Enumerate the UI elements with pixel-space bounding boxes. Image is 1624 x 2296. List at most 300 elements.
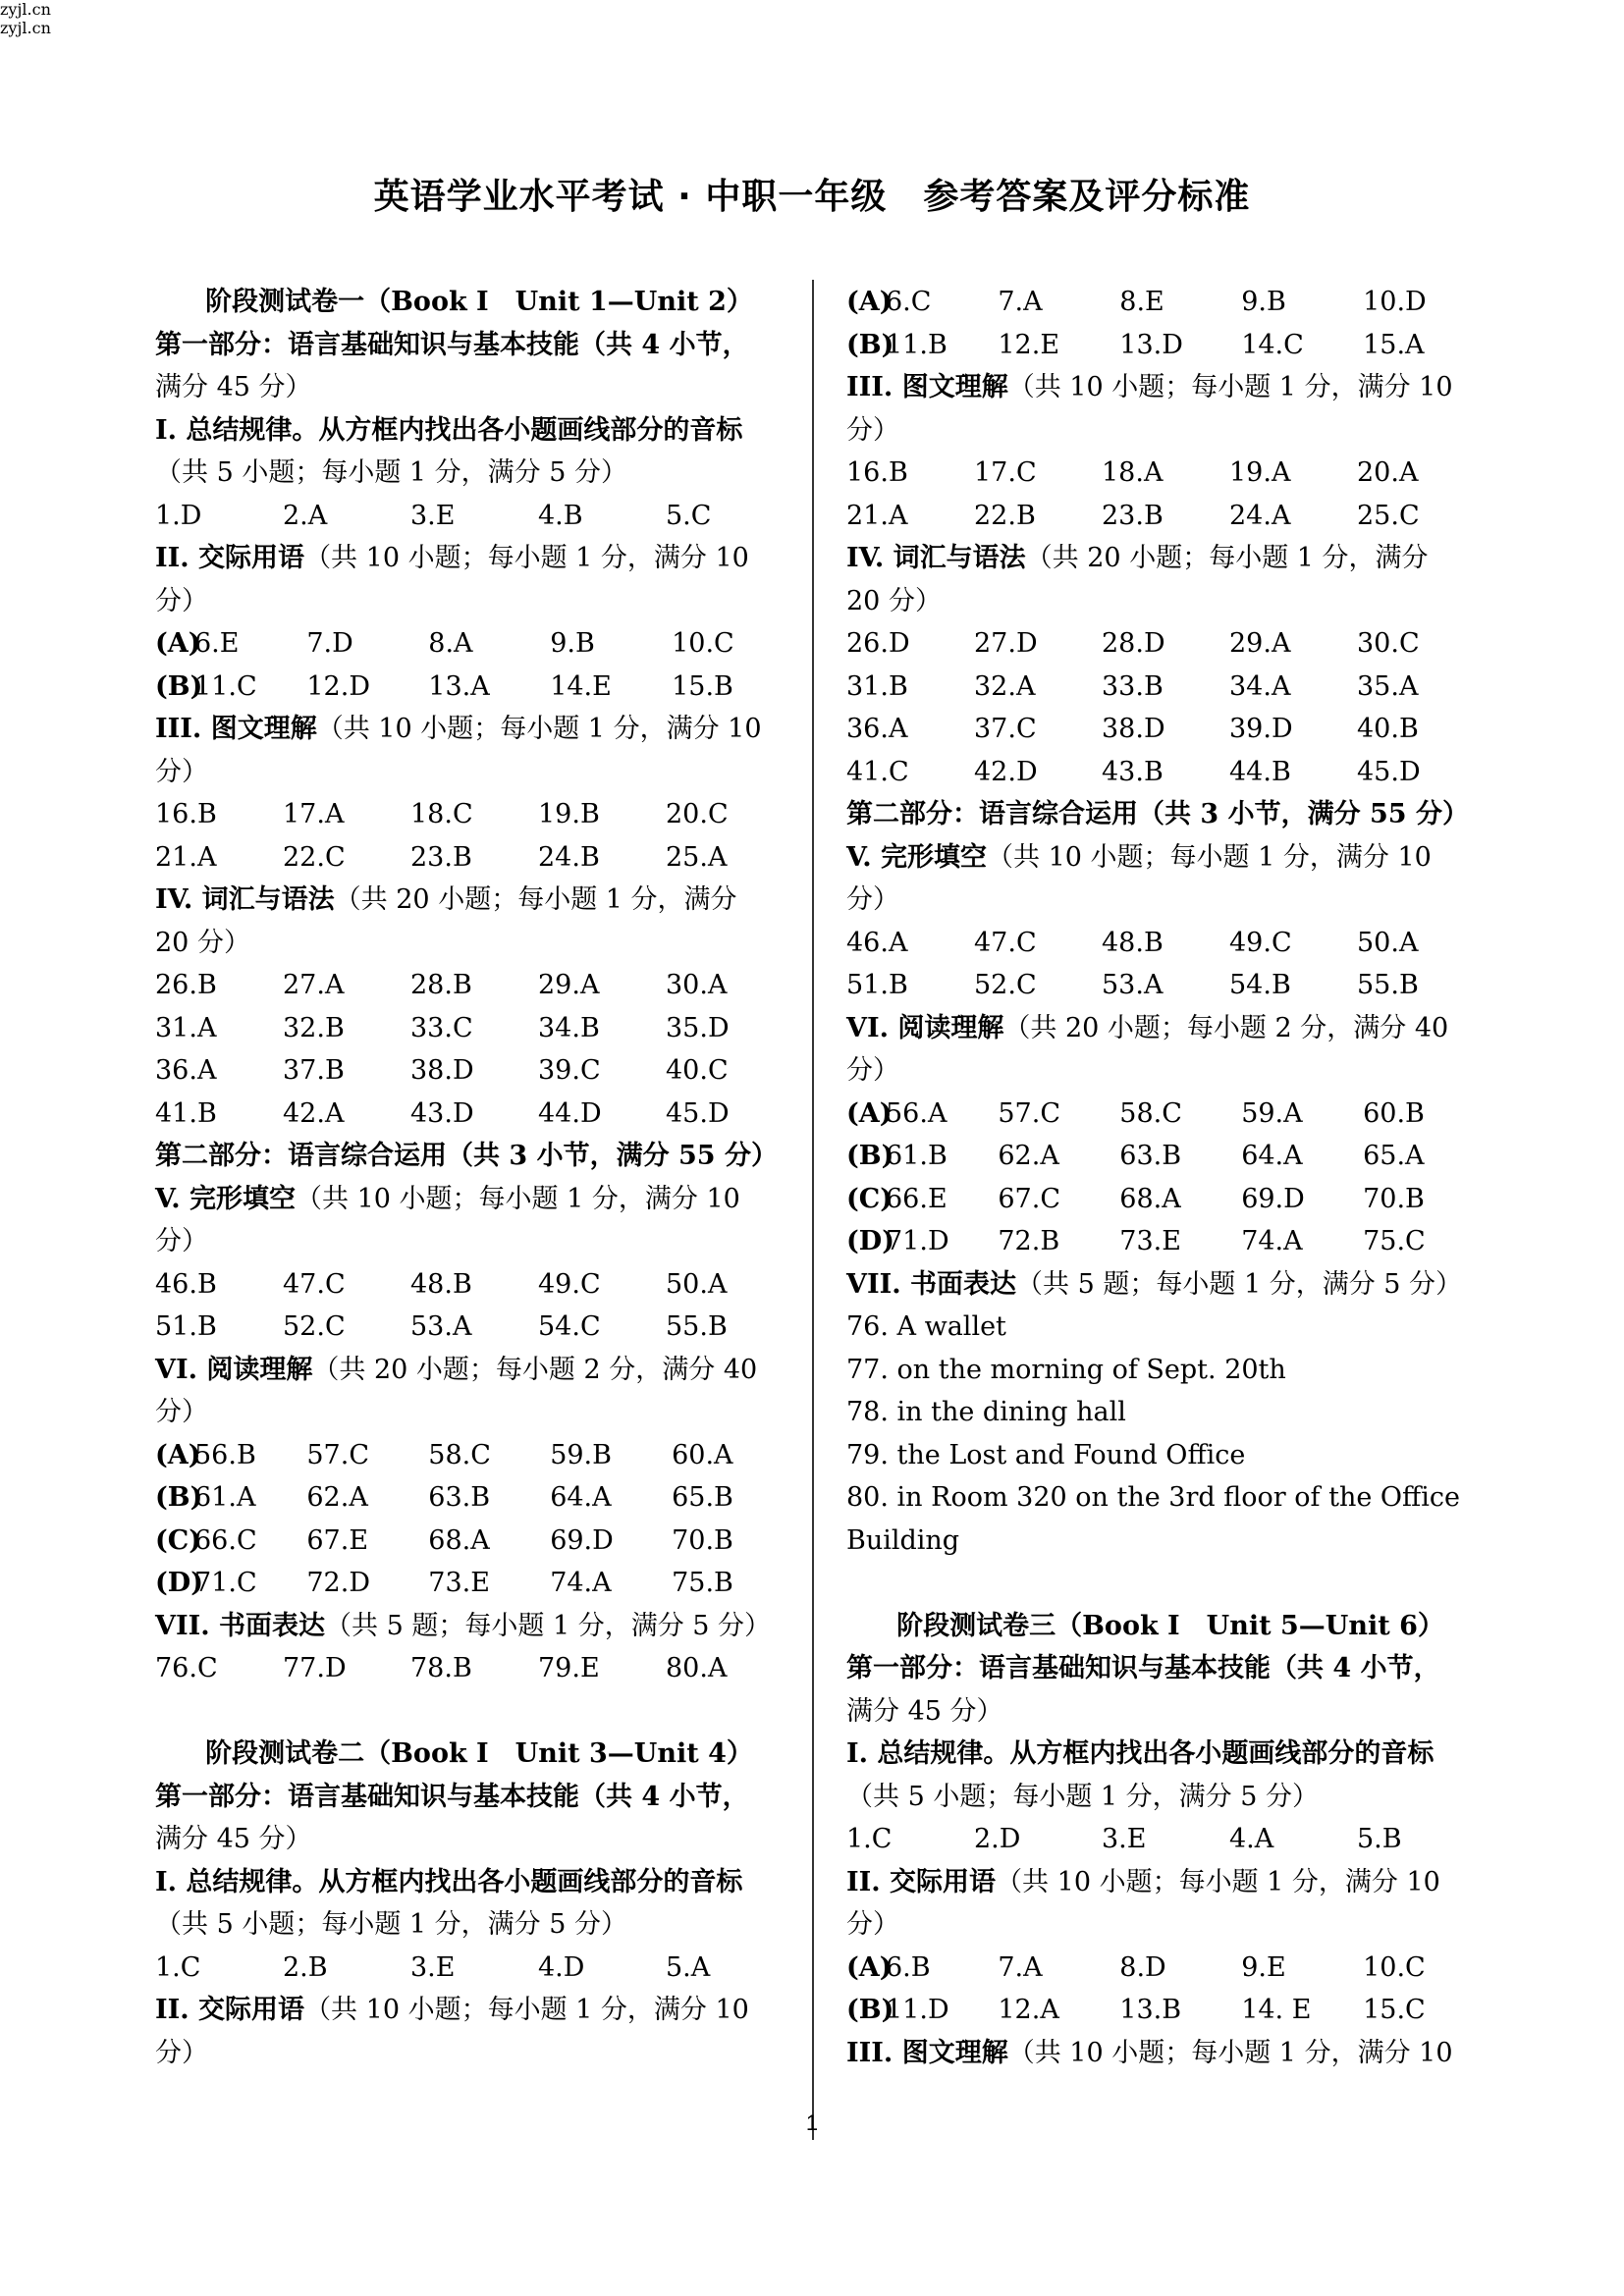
- answer-item: 51.B: [846, 970, 908, 1000]
- answer-item: 29.A: [1229, 628, 1291, 659]
- answer-item: 25.A: [666, 841, 728, 873]
- answer-item: 46.A: [846, 927, 908, 958]
- answer-item: 19.A: [1229, 457, 1291, 488]
- answer-item: 74.A: [1241, 1226, 1303, 1256]
- answer-item: 60.A: [672, 1439, 733, 1470]
- answer-item: 18.C: [410, 799, 473, 829]
- answer-item: 5.C: [666, 500, 712, 531]
- section-label: II. 交际用语: [155, 543, 305, 573]
- answer-item: 72.B: [998, 1226, 1060, 1256]
- section-label: III. 图文理解: [846, 372, 1008, 402]
- answer-item: 76.C: [155, 1653, 218, 1683]
- answer-item: 60.B: [1363, 1097, 1425, 1129]
- text-line: （共 5 小题；每小题 1 分，满分 5 分）: [155, 457, 628, 488]
- section-note: （共 10 小题；每小题 1 分，满分 10: [304, 1995, 749, 2025]
- answer-item: 52.C: [974, 970, 1037, 1000]
- answer-item: 2.A: [283, 500, 328, 531]
- answer-item: 15.A: [1363, 329, 1425, 360]
- text-line: 分）: [155, 756, 208, 787]
- answer-item: 75.C: [1363, 1226, 1426, 1256]
- answer-item: 1.C: [846, 1824, 893, 1854]
- answer-item: 68.A: [428, 1524, 490, 1556]
- answer-item: 57.C: [998, 1097, 1060, 1129]
- section-note: （共 10 小题；每小题 1 分，满分 10: [1007, 2037, 1453, 2068]
- answer-item: 71.C: [194, 1568, 257, 1598]
- answer-item: 26.B: [155, 970, 217, 1000]
- answer-item: 13.B: [1119, 1995, 1182, 2025]
- answer-item: 43.B: [1102, 756, 1164, 787]
- text-line: 分）: [155, 585, 208, 616]
- answer-item: 3.E: [410, 500, 456, 531]
- answer-item: 42.A: [283, 1097, 345, 1129]
- group-label: (B): [846, 329, 894, 360]
- section-label: VII. 书面表达: [846, 1268, 1017, 1300]
- group-label: (A): [846, 1951, 893, 1983]
- answer-item: 10.C: [1363, 1951, 1426, 1983]
- answer-item: 8.E: [1119, 287, 1164, 317]
- answer-item: 63.B: [1119, 1141, 1182, 1171]
- group-label: (D): [846, 1226, 894, 1256]
- section-note: （共 10 小题；每小题 1 分，满分 10: [987, 841, 1432, 873]
- answer-row: [155, 1947, 793, 1990]
- part-heading: 第二部分：语言综合运用（共 3 小节，满分 55 分）: [155, 1141, 778, 1171]
- section-heading: [846, 1263, 1485, 1307]
- answer-row: [846, 1178, 1485, 1221]
- section-label: III. 图文理解: [155, 714, 317, 744]
- answer-item: 36.A: [155, 1055, 217, 1086]
- answer-item: 5.B: [1357, 1824, 1402, 1854]
- section-heading: [846, 366, 1485, 409]
- answer-item: 14.E: [550, 670, 612, 702]
- section-note: （共 5 题；每小题 1 分，满分 5 分）: [1016, 1268, 1463, 1300]
- answer-item: 40.C: [666, 1055, 729, 1086]
- answer-item: 10.D: [1363, 287, 1427, 317]
- answer-item: 28.B: [410, 970, 472, 1000]
- section-note: （共 20 小题；每小题 2 分，满分 40: [312, 1354, 758, 1385]
- answer-item: 64.A: [550, 1482, 612, 1513]
- group-label: (B): [155, 1482, 203, 1513]
- answer-item: 8.D: [1119, 1951, 1166, 1983]
- answer-item: 31.B: [846, 670, 908, 702]
- answer-item: 15.B: [672, 670, 733, 702]
- answer-item: 25.C: [1357, 500, 1420, 531]
- answer-item: 34.A: [1229, 670, 1291, 702]
- text-line: 满分 45 分）: [846, 1695, 1003, 1727]
- answer-row: [155, 1049, 793, 1093]
- answer-row: [846, 751, 1485, 794]
- section-note: （共 10 小题；每小题 1 分，满分 10: [996, 1866, 1440, 1897]
- answer-item: 39.C: [538, 1055, 601, 1086]
- part-heading: 第一部分：语言基础知识与基本技能（共 4 小节，: [155, 329, 749, 360]
- answer-item: 6.C: [886, 287, 932, 317]
- answer-item: 7.D: [306, 628, 353, 659]
- answer-item: 3.E: [1102, 1824, 1147, 1854]
- answer-item: 12.E: [998, 329, 1060, 360]
- answer-row: [846, 495, 1485, 538]
- group-label: (B): [846, 1995, 894, 2025]
- answer-row: [846, 1135, 1485, 1178]
- answer-item: 47.C: [974, 927, 1037, 958]
- answer-item: 62.A: [998, 1141, 1059, 1171]
- answer-item: 11.B: [886, 329, 947, 360]
- section-label: V. 完形填空: [846, 841, 988, 873]
- answer-item: 17.C: [974, 457, 1037, 488]
- answer-item: 4.A: [1229, 1824, 1274, 1854]
- answer-item: 9.B: [1241, 287, 1286, 317]
- answer-item: 13.D: [1119, 329, 1183, 360]
- text-line: 分）: [846, 1055, 899, 1086]
- text-line: 77. on the morning of Sept. 20th: [846, 1354, 1286, 1385]
- answer-item: 11.C: [194, 670, 257, 702]
- answer-item: 19.B: [538, 799, 600, 829]
- section-label: II. 交际用语: [846, 1866, 997, 1897]
- answer-item: 73.E: [428, 1568, 490, 1598]
- group-label: (C): [846, 1183, 893, 1214]
- answer-item: 12.D: [306, 670, 370, 702]
- answer-item: 45.D: [1357, 756, 1421, 787]
- answer-item: 3.E: [410, 1951, 456, 1983]
- answer-item: 58.C: [1119, 1097, 1182, 1129]
- answer-item: 32.B: [283, 1012, 345, 1043]
- spacer: [155, 1690, 793, 1734]
- answer-item: 27.A: [283, 970, 345, 1000]
- answer-item: 52.C: [283, 1311, 346, 1342]
- answer-item: 49.C: [1229, 927, 1292, 958]
- section-label: III. 图文理解: [846, 2037, 1008, 2068]
- answer-item: 18.A: [1102, 457, 1164, 488]
- answer-item: 2.B: [283, 1951, 328, 1983]
- section-heading: [155, 879, 793, 922]
- answer-item: 2.D: [974, 1824, 1021, 1854]
- section-label: I. 总结规律。从方框内找出各小题画线部分的音标: [846, 1738, 1435, 1769]
- answer-item: 9.E: [1241, 1951, 1286, 1983]
- answer-item: 8.A: [428, 628, 473, 659]
- answer-item: 63.B: [428, 1482, 491, 1513]
- answer-item: 43.D: [410, 1097, 474, 1129]
- answer-item: 77.D: [283, 1653, 347, 1683]
- answer-item: 35.D: [666, 1012, 730, 1043]
- answer-item: 14. E: [1241, 1995, 1312, 2025]
- answer-item: 24.A: [1229, 500, 1291, 531]
- answer-row: [155, 1476, 793, 1520]
- answer-row: [155, 1434, 793, 1477]
- answer-item: 7.A: [998, 1951, 1043, 1983]
- section-note: （共 10 小题；每小题 1 分，满分 10: [316, 714, 762, 744]
- section-label: V. 完形填空: [155, 1183, 297, 1214]
- answer-item: 65.B: [672, 1482, 733, 1513]
- section-heading: [846, 1733, 1485, 1776]
- text-line: 分）: [846, 1909, 899, 1940]
- section-note: （共 20 小题；每小题 1 分，满分: [334, 884, 737, 915]
- answer-item: 61.B: [886, 1141, 947, 1171]
- group-label: (C): [155, 1524, 202, 1556]
- answer-item: 78.B: [410, 1653, 472, 1683]
- left-column: [155, 281, 793, 2074]
- answer-item: 72.D: [306, 1568, 370, 1598]
- answer-item: 37.C: [974, 714, 1037, 744]
- answer-item: 4.D: [538, 1951, 585, 1983]
- answer-item: 40.B: [1357, 714, 1419, 744]
- group-label: (A): [846, 1097, 893, 1129]
- answer-item: 56.B: [194, 1439, 256, 1470]
- section-label: VI. 阅读理解: [155, 1354, 313, 1385]
- answer-item: 1.C: [155, 1951, 201, 1983]
- answer-item: 80.A: [666, 1653, 728, 1683]
- section-label: VII. 书面表达: [155, 1610, 326, 1641]
- answer-item: 31.A: [155, 1012, 217, 1043]
- answer-row: [846, 452, 1485, 495]
- answer-item: 67.E: [306, 1524, 369, 1556]
- text-line: 分）: [846, 884, 899, 915]
- answer-item: 71.D: [886, 1226, 949, 1256]
- group-label: (A): [846, 287, 893, 317]
- answer-row: [846, 964, 1485, 1007]
- answer-row: [155, 1520, 793, 1563]
- answer-item: 9.B: [550, 628, 595, 659]
- test-title: 阶段测试卷二（Book I Unit 3—Unit 4）: [205, 1738, 753, 1769]
- answer-item: 66.E: [886, 1183, 947, 1214]
- answer-item: 66.C: [194, 1524, 257, 1556]
- answer-item: 70.B: [1363, 1183, 1425, 1214]
- answer-row: [846, 1093, 1485, 1136]
- answer-item: 42.D: [974, 756, 1038, 787]
- answer-row: [846, 666, 1485, 709]
- answer-item: 17.A: [283, 799, 345, 829]
- section-heading: [155, 1989, 793, 2032]
- text-line: 20 分）: [846, 585, 942, 616]
- part-heading: 第一部分：语言基础知识与基本技能（共 4 小节，: [846, 1653, 1440, 1683]
- answer-item: 51.B: [155, 1311, 217, 1342]
- answer-item: 10.C: [672, 628, 734, 659]
- answer-item: 79.E: [538, 1653, 600, 1683]
- text-line: 20 分）: [155, 927, 250, 958]
- section-heading: [155, 1861, 793, 1904]
- part-heading: 第一部分：语言基础知识与基本技能（共 4 小节，: [155, 1781, 749, 1812]
- answer-item: 70.B: [672, 1524, 733, 1556]
- answer-row: [846, 622, 1485, 666]
- answer-item: 47.C: [283, 1268, 346, 1300]
- section-heading: [846, 537, 1485, 580]
- group-label: (B): [155, 670, 203, 702]
- answer-item: 13.A: [428, 670, 490, 702]
- answer-item: 24.B: [538, 841, 600, 873]
- answer-item: 74.A: [550, 1568, 612, 1598]
- answer-item: 23.B: [1102, 500, 1164, 531]
- section-heading: [155, 1178, 793, 1221]
- answer-item: 53.A: [410, 1311, 472, 1342]
- answer-item: 61.A: [194, 1482, 256, 1513]
- answer-item: 29.A: [538, 970, 600, 1000]
- answer-item: 73.E: [1119, 1226, 1181, 1256]
- answer-item: 50.A: [1357, 927, 1419, 958]
- answer-item: 28.D: [1102, 628, 1165, 659]
- section-heading: [846, 1007, 1485, 1050]
- answer-item: 67.C: [998, 1183, 1060, 1214]
- text-line: 76. A wallet: [846, 1311, 1006, 1342]
- answer-item: 39.D: [1229, 714, 1293, 744]
- answer-item: 62.A: [306, 1482, 368, 1513]
- answer-item: 44.B: [1229, 756, 1291, 787]
- text-line: （共 5 小题；每小题 1 分，满分 5 分）: [846, 1781, 1320, 1812]
- answer-item: 38.D: [1102, 714, 1165, 744]
- page-title: 英语学业水平考试 · 中职一年级 参考答案及评分标准: [373, 177, 1251, 217]
- answer-item: 32.A: [974, 670, 1036, 702]
- answer-item: 12.A: [998, 1995, 1059, 2025]
- answer-item: 4.B: [538, 500, 583, 531]
- answer-item: 6.E: [194, 628, 240, 659]
- answer-item: 49.C: [538, 1268, 601, 1300]
- answer-row: [155, 964, 793, 1007]
- section-heading: [846, 836, 1485, 880]
- answer-item: 46.B: [155, 1268, 217, 1300]
- answer-item: 36.A: [846, 714, 908, 744]
- answer-row: [155, 1306, 793, 1349]
- answer-item: 69.D: [1241, 1183, 1305, 1214]
- section-heading: [846, 1861, 1485, 1904]
- section-note: （共 10 小题；每小题 1 分，满分 10: [304, 543, 749, 573]
- answer-row: [846, 324, 1485, 367]
- watermark: zyjl.cn: [0, 0, 51, 19]
- answer-item: 33.B: [1102, 670, 1164, 702]
- answer-item: 37.B: [283, 1055, 345, 1086]
- answer-item: 21.A: [846, 500, 908, 531]
- answer-item: 6.B: [886, 1951, 931, 1983]
- section-label: IV. 词汇与语法: [846, 543, 1026, 573]
- text-line: 分）: [155, 2037, 208, 2068]
- answer-item: 27.D: [974, 628, 1038, 659]
- section-note: （共 20 小题；每小题 1 分，满分: [1025, 543, 1429, 573]
- answer-item: 44.D: [538, 1097, 602, 1129]
- section-note: （共 20 小题；每小题 2 分，满分 40: [1003, 1012, 1449, 1043]
- answer-item: 48.B: [1102, 927, 1164, 958]
- section-label: II. 交际用语: [155, 1995, 305, 2025]
- answer-item: 45.D: [666, 1097, 730, 1129]
- answer-row: [846, 1220, 1485, 1263]
- section-heading: [155, 1605, 793, 1648]
- test-title: 阶段测试卷一（Book I Unit 1—Unit 2）: [205, 287, 753, 317]
- answer-row: [155, 622, 793, 666]
- watermark: zyjl.cn: [0, 19, 51, 37]
- answer-item: 20.C: [666, 799, 729, 829]
- answer-item: 21.A: [155, 841, 217, 873]
- group-label: (A): [155, 628, 201, 659]
- text-line: 满分 45 分）: [155, 1824, 312, 1854]
- text-line: （共 5 小题；每小题 1 分，满分 5 分）: [155, 1909, 628, 1940]
- answer-row: [846, 1818, 1485, 1861]
- right-column: [846, 281, 1485, 2074]
- answer-item: 41.B: [155, 1097, 217, 1129]
- answer-item: 23.B: [410, 841, 472, 873]
- page-number: 1: [805, 2110, 819, 2135]
- text-line: 79. the Lost and Found Office: [846, 1439, 1246, 1470]
- answer-row: [155, 1562, 793, 1605]
- answer-item: 64.A: [1241, 1141, 1303, 1171]
- answer-item: 33.C: [410, 1012, 473, 1043]
- answer-item: 41.C: [846, 756, 909, 787]
- answer-item: 7.A: [998, 287, 1043, 317]
- answer-item: 59.B: [550, 1439, 612, 1470]
- text-line: 80. in Room 320 on the 3rd floor of the Office: [846, 1482, 1460, 1513]
- answer-item: 69.D: [550, 1524, 614, 1556]
- answer-row: [846, 1989, 1485, 2032]
- text-line: 满分 45 分）: [155, 372, 312, 402]
- group-label: (A): [155, 1439, 201, 1470]
- group-label: (D): [155, 1568, 203, 1598]
- answer-item: 30.C: [1357, 628, 1420, 659]
- answer-item: 55.B: [1357, 970, 1419, 1000]
- answer-item: 35.A: [1357, 670, 1419, 702]
- answer-item: 55.B: [666, 1311, 728, 1342]
- answer-row: [155, 1263, 793, 1307]
- text-line: 分）: [846, 414, 899, 446]
- answer-item: 26.D: [846, 628, 910, 659]
- answer-item: 14.C: [1241, 329, 1304, 360]
- section-label: VI. 阅读理解: [846, 1012, 1004, 1043]
- section-label: I. 总结规律。从方框内找出各小题画线部分的音标: [155, 1866, 743, 1897]
- answer-item: 5.A: [666, 1951, 711, 1983]
- answer-row: [846, 281, 1485, 324]
- answer-row: [155, 793, 793, 836]
- answer-item: 22.B: [974, 500, 1036, 531]
- test-title: 阶段测试卷三（Book I Unit 5—Unit 6）: [896, 1610, 1444, 1641]
- section-note: （共 10 小题；每小题 1 分，满分 10: [1007, 372, 1453, 402]
- answer-item: 57.C: [306, 1439, 369, 1470]
- section-heading: [155, 537, 793, 580]
- answer-row: [155, 1007, 793, 1050]
- answer-item: 20.A: [1357, 457, 1419, 488]
- answer-row: [155, 1093, 793, 1136]
- answer-item: 16.B: [155, 799, 217, 829]
- section-heading: [846, 2032, 1485, 2075]
- group-label: (B): [846, 1141, 894, 1171]
- answer-item: 65.A: [1363, 1141, 1425, 1171]
- answer-row: [846, 922, 1485, 965]
- section-heading: [155, 708, 793, 751]
- answer-item: 56.A: [886, 1097, 947, 1129]
- answer-item: 16.B: [846, 457, 908, 488]
- answer-item: 54.C: [538, 1311, 601, 1342]
- text-line: 78. in the dining hall: [846, 1397, 1126, 1427]
- section-note: （共 5 题；每小题 1 分，满分 5 分）: [325, 1610, 772, 1641]
- answer-item: 34.B: [538, 1012, 600, 1043]
- section-label: I. 总结规律。从方框内找出各小题画线部分的音标: [155, 414, 743, 446]
- section-note: （共 10 小题；每小题 1 分，满分 10: [296, 1183, 740, 1214]
- answer-item: 50.A: [666, 1268, 728, 1300]
- answer-item: 38.D: [410, 1055, 474, 1086]
- spacer: [846, 1562, 1485, 1605]
- answer-row: [155, 836, 793, 880]
- answer-item: 58.C: [428, 1439, 491, 1470]
- answer-item: 1.D: [155, 500, 202, 531]
- answer-item: 68.A: [1119, 1183, 1181, 1214]
- answer-row: [846, 708, 1485, 751]
- answer-item: 59.A: [1241, 1097, 1303, 1129]
- answer-item: 75.B: [672, 1568, 733, 1598]
- answer-item: 15.C: [1363, 1995, 1426, 2025]
- answer-item: 11.D: [886, 1995, 949, 2025]
- answer-item: 22.C: [283, 841, 346, 873]
- section-heading: [155, 409, 793, 453]
- column-divider: [812, 280, 814, 2140]
- text-line: 分）: [155, 1226, 208, 1256]
- answer-item: 53.A: [1102, 970, 1164, 1000]
- answer-row: [155, 495, 793, 538]
- section-label: IV. 词汇与语法: [155, 884, 335, 915]
- text-line: 分）: [155, 1397, 208, 1427]
- answer-item: 48.B: [410, 1268, 472, 1300]
- text-line: Building: [846, 1524, 960, 1556]
- answer-item: 54.B: [1229, 970, 1291, 1000]
